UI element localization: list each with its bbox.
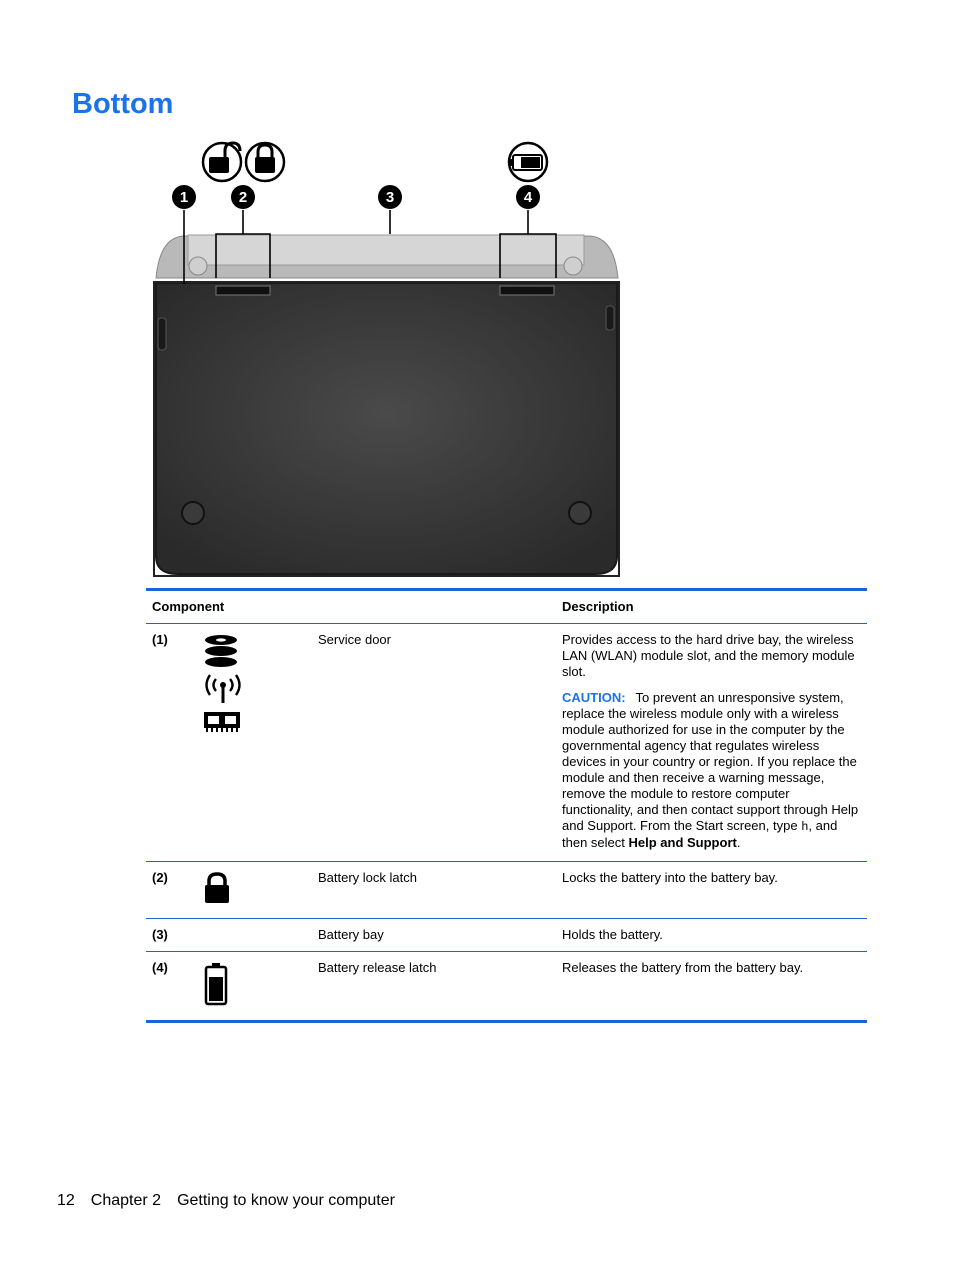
page-footer [57,1192,411,1210]
callout-2: 2 [238,189,248,206]
hinge-screw-right [564,257,582,275]
service-door [156,283,617,574]
page-number: 12 [57,1192,75,1209]
table-header-row [146,590,867,624]
page-title: Bottom [72,88,174,120]
chapter-label: Chapter 2 [90,1192,162,1209]
unlock-icon [203,143,241,181]
lock-icon [246,143,284,181]
table-row [146,952,867,1022]
laptop-bottom-figure [140,138,630,583]
component-name: Battery release latch [318,960,437,975]
wireless-icon [203,674,243,704]
battery-icon [203,962,229,1006]
table-row [146,862,867,919]
table-row [146,919,867,952]
hard-drive-icon [203,634,239,668]
component-description: Locks the battery into the battery bay. [562,870,778,885]
hinge-screw-left [189,257,207,275]
callout-4: 4 [523,189,533,206]
caution-text-3: . [736,835,741,850]
row-number: (2) [152,870,168,885]
battery-icon [509,143,547,181]
header-component: Component [152,599,225,614]
component-name: Battery lock latch [318,870,417,885]
caution-label: CAUTION: [562,690,626,705]
header-description: Description [562,599,634,614]
caution-bold: Help and Support [628,835,737,850]
release-latch [500,286,554,295]
hinge-band [188,235,584,265]
caution-text-2: , and then select [562,818,838,850]
chapter-title: Getting to know your computer [177,1192,395,1209]
components-table-wrapper [146,588,867,1023]
callout-3: 3 [385,189,395,206]
component-description: Provides access to the hard drive bay, the wireless LAN (WLAN) module slot, and the memory module slot. [562,632,855,679]
rubber-foot-right [569,502,591,524]
lock-latch [216,286,270,295]
side-tab-left [158,318,166,350]
callout-1: 1 [179,189,189,206]
caution-note [562,690,861,851]
row-number: (4) [152,960,168,975]
components-table [146,588,867,1023]
side-tab-right [606,306,614,330]
rubber-foot-left [182,502,204,524]
memory-icon [203,710,241,734]
caution-code: h [801,820,809,834]
component-description: Releases the battery from the battery bay. [562,960,804,975]
lock-icon [203,872,231,904]
component-name: Battery bay [318,927,384,942]
component-description: Holds the battery. [562,927,663,942]
row-number: (1) [152,632,168,647]
row-number: (3) [152,927,168,942]
component-name: Service door [318,632,391,647]
caution-text-1: To prevent an unresponsive system, replace the wireless module only with a wireless module authorized for use in the computer by the governmental agency that regulates wireless devices in your country or region. If you replace the module and then receive a warning message, remove the module to restore computer functionality, and then contact support through Help and Support. From the Start screen, type [562,690,859,833]
table-row [146,624,867,862]
